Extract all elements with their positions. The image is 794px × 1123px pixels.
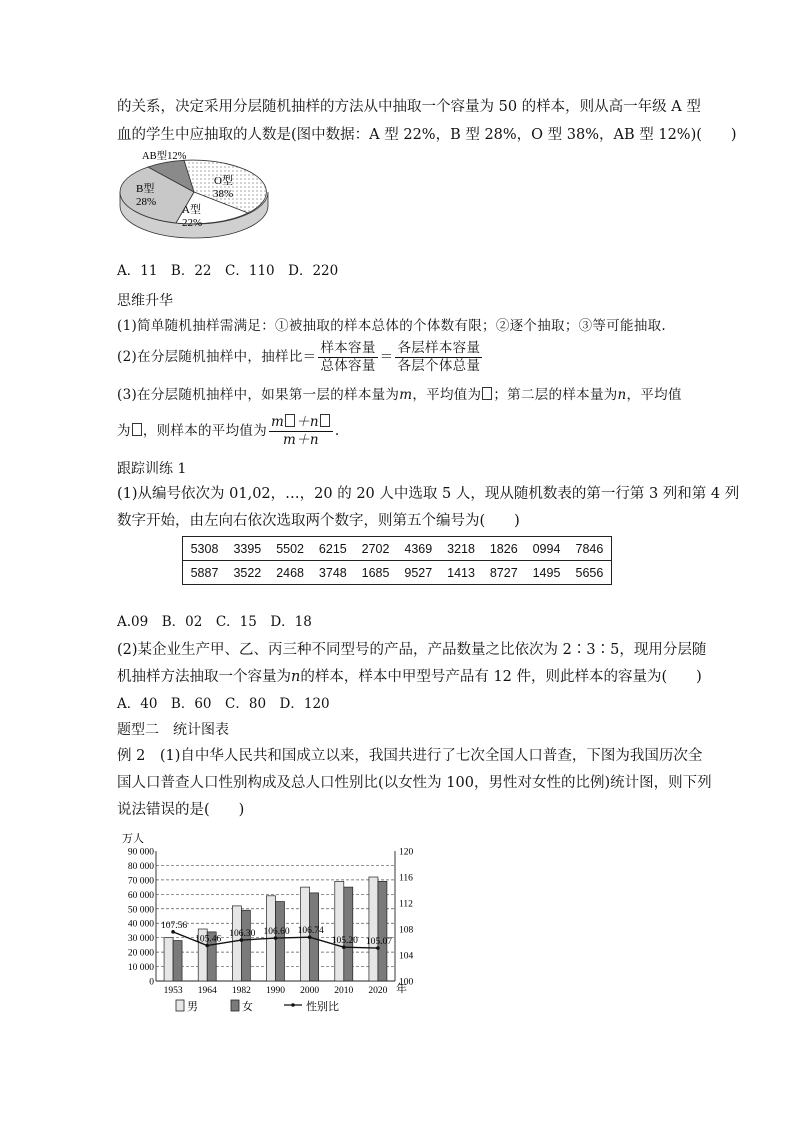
ratio-data-label: 106.30 [229,929,256,940]
bar-female [344,887,353,981]
blood-type-pie-chart [116,146,272,244]
legend-ratio-label: 性别比 [306,1001,339,1013]
right-tick-label: 108 [399,925,414,936]
weighted-mean-fraction [269,414,333,449]
fraction-denominator: m＋n [283,432,319,448]
pie-label-a-name: A型 [182,204,201,216]
table-cell: 6215 [311,537,354,561]
practice-q2-line-2 [117,667,702,687]
bar-female [173,941,182,981]
sublime-point-3 [117,385,682,405]
bar-male [335,881,344,981]
random-number-table [182,536,612,585]
point3-text-a: (3)在分层随机抽样中，如果第一层的样本量为 [117,387,400,403]
right-tick-label: 112 [399,899,413,910]
x-tick-label: 2010 [334,986,354,996]
section2-title: 题型二 统计图表 [117,722,229,738]
table-cell: 3218 [440,537,483,561]
point3-text-c: ；第二层的样本量为 [493,387,618,403]
table-cell: 2702 [354,537,397,561]
example2-line-2: 国人口普查人口性别构成及总人口性别比(以女性为 100，男性对女性的比例)统计图，则下列 [117,775,712,791]
point3-text-d: ，平均值 [626,387,682,403]
left-tick-label: 20 000 [127,948,154,959]
x-axis-unit: 年 [396,983,407,995]
mean-y-placeholder-icon [132,423,142,436]
left-tick-label: 70 000 [127,876,154,887]
table-cell: 3748 [318,565,347,580]
left-tick-label: 10 000 [127,963,154,974]
table-cell: 8727 [489,565,518,580]
example2-line-3: 说法错误的是( ) [117,802,245,818]
ratio-data-label: 105.20 [331,936,358,947]
table-cell: 3395 [226,537,269,561]
table-cell: 5502 [269,537,312,561]
left-axis-unit: 万人 [122,833,144,845]
table-row [183,561,612,585]
point4-text-a: 为 [117,423,131,439]
sublime-point-4 [117,414,340,449]
q2-text-b: 的样本，样本中甲型号产品有 12 件，则此样本的容量为( ) [300,669,702,685]
q2-text-a: 机抽样方法抽取一个容量为 [117,669,291,685]
ratio-prefix: (2)在分层随机抽样中，抽样比＝ [117,349,317,365]
table-cell: 9527 [404,565,433,580]
var-m: m [399,387,413,403]
fraction-layer [395,340,482,375]
right-tick-label: 104 [399,951,414,962]
fraction-denominator: 各层个体总量 [397,358,481,374]
pie-label-ab: AB型12% [142,151,187,162]
ratio-data-label: 105.07 [365,937,392,948]
ratio-data-label: 107.56 [161,920,188,931]
left-tick-label: 90 000 [127,847,154,858]
example2-line-1: 例 2 (1)自中华人民共和国成立以来，我国共进行了七次全国人口普查，下图为我国历次全 [117,748,703,764]
left-tick-label: 80 000 [127,861,154,872]
right-tick-label: 120 [399,847,414,858]
right-tick-label: 116 [399,873,413,884]
practice-q2-answer: A．40 B．60 C．80 D．120 [117,696,330,712]
pie-label-o-name: O型 [214,175,233,187]
x-axis-ticks [164,986,388,996]
legend-male-swatch [176,1000,184,1011]
period: . [334,423,340,439]
right-axis-ticks [399,848,414,988]
legend-female-label: 女 [242,1001,253,1013]
practice-q1-line-1: (1)从编号依次为 01,02，…，20 的 20 人中选取 5 人，现从随机数表的第一行第 3 列和第 4 列 [117,486,740,502]
bar-male [164,938,173,981]
table-cell: 1826 [482,537,525,561]
table-cell: 1495 [532,565,561,580]
pie-label-o-pct: 38% [213,188,234,200]
table-cell: 5656 [575,565,604,580]
left-tick-label: 40 000 [127,919,154,930]
fraction-sample-total [318,340,377,375]
practice-q2-line-1: (2)某企业生产甲、乙、丙三种不同型号的产品，产品数量之比依次为 2∶3∶5，现用分层随 [117,642,707,658]
pie-label-b-pct: 28% [136,196,157,208]
bar-female [241,910,250,981]
table-cell: 0994 [525,537,568,561]
mean-x-placeholder-icon [482,387,492,400]
ratio-data-label: 105.46 [195,934,222,945]
left-tick-label: 0 [149,977,154,988]
ratio-data-label: 106.74 [297,926,324,937]
bar-male [232,906,241,981]
sublime-title: 思维升华 [117,293,173,309]
table-cell: 4369 [397,537,440,561]
problem-line-1: 的关系，决定采用分层随机抽样的方法从中抽取一个容量为 50 的样本，则从高一年级 A 型 [117,99,701,115]
sublime-point-2 [117,340,484,375]
left-tick-label: 60 000 [127,890,154,901]
fraction-numerator: 样本容量 [320,340,376,356]
fraction-denominator: 总体容量 [320,358,376,374]
table-cell: 1685 [361,565,390,580]
x-tick-label: 1982 [231,986,251,996]
pie-label-a-pct: 22% [182,217,203,229]
right-tick-label: 100 [399,977,414,988]
var-n: n [291,669,301,685]
mean-y-placeholder-icon [320,414,330,427]
legend-female-swatch [231,1000,239,1011]
bar-female [378,881,387,981]
point3-text-b: ，平均值为 [412,387,482,403]
bar-male [369,877,378,981]
answer-choices-1: A．11 B．22 C．110 D．220 [117,263,339,279]
table-cell: 2468 [276,565,304,580]
x-tick-label: 1964 [197,986,217,996]
left-tick-label: 30 000 [127,934,154,945]
var-n: n [617,387,627,403]
x-tick-label: 1953 [163,986,183,996]
equals-sign: ＝ [379,349,394,365]
left-axis-ticks [128,848,154,988]
legend-male-label: 男 [187,1001,198,1013]
x-tick-label: 2000 [300,986,320,996]
x-tick-label: 2020 [368,986,388,996]
problem-line-2: 血的学生中应抽取的人数是(图中数据：A 型 22%，B 型 28%，O 型 38%，AB 型 12%)( ) [117,127,737,143]
table-cell: 1413 [447,565,475,580]
practice-q1-line-2: 数字开始，由左向右依次选取两个数字，则第五个编号为( ) [117,513,520,529]
population-gender-chart [112,828,420,1020]
point4-text-b: ，则样本的平均值为 [142,423,268,439]
bar-female [276,902,285,981]
pie-label-b-name: B型 [136,183,155,195]
table-cell: 5308 [183,537,227,561]
table-cell: 5887 [190,565,219,580]
fraction-numerator: m ＋n [269,414,333,432]
mean-x-placeholder-icon [285,414,295,427]
fraction-numerator: 各层样本容量 [397,340,481,356]
legend-ratio-marker-icon [291,1003,295,1007]
table-cell: 3522 [233,565,262,580]
ratio-data-label: 106.60 [263,927,290,938]
x-tick-label: 1990 [266,986,285,996]
practice-title: 跟踪训练 1 [117,461,187,477]
table-cell: 7846 [568,537,612,561]
left-tick-label: 50 000 [127,905,154,916]
practice-q1-answer: A.09 B．02 C．15 D．18 [117,614,312,630]
table-row [183,537,612,561]
sublime-point-1: (1)简单随机抽样需满足：①被抽取的样本总体的个体数有限；②逐个抽取；③等可能抽取. [117,318,667,334]
